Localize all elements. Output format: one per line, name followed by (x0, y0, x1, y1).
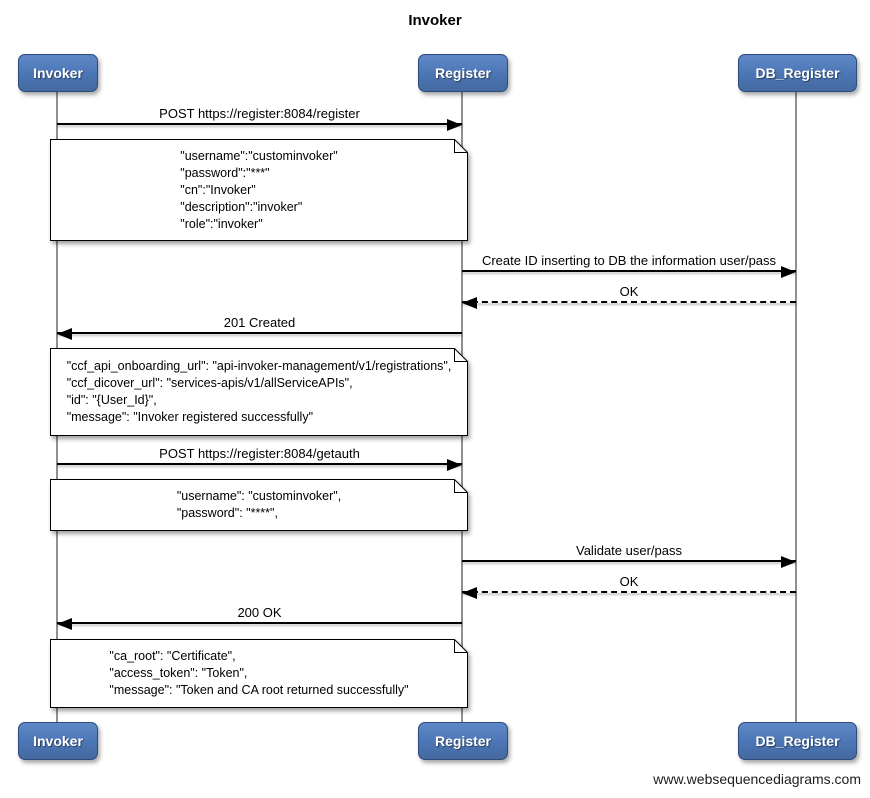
message-line (57, 332, 462, 334)
message-label: OK (619, 574, 639, 589)
arrowhead-right-icon (447, 119, 462, 131)
note-getauth-response-body (50, 639, 468, 708)
note-line: "password": "****", (176, 506, 278, 520)
note-line: "role":"invoker" (180, 216, 263, 231)
actor-box-register-bottom (418, 722, 508, 760)
actor-box-db-register-top (738, 54, 857, 92)
arrowhead-right-icon (447, 459, 462, 471)
note-line: "ccf_dicover_url": "services-apis/v1/allServiceAPIs", (66, 376, 353, 390)
actor-box-register-top (418, 54, 508, 92)
note-line: "id": "{User_Id}", (66, 393, 157, 407)
message-line-dashed (462, 591, 796, 593)
message-label: Validate user/pass (576, 543, 682, 558)
note-line: "ccf_api_onboarding_url": "api-invoker-management/v1/registrations", (66, 359, 452, 373)
actor-label: DB_Register (755, 733, 840, 749)
note-line: "access_token": "Token", (109, 666, 248, 680)
note-register-response-body (50, 348, 468, 436)
arrowhead-right-icon (781, 556, 796, 568)
note-line: "ca_root": "Certificate", (109, 649, 236, 663)
note-line: "username": "custominvoker", (176, 489, 342, 503)
message-line (57, 123, 462, 125)
message-label: OK (619, 284, 639, 299)
message-create-id (462, 250, 796, 272)
actor-label: Register (434, 733, 492, 749)
arrowhead-left-icon (57, 328, 72, 340)
message-label: POST https://register:8084/register (159, 106, 360, 121)
message-db-ok-2 (462, 571, 796, 593)
message-201-created (57, 312, 462, 334)
message-label: 200 OK (237, 605, 282, 620)
lifeline-db-register (795, 92, 797, 724)
actor-label: Invoker (33, 733, 83, 749)
note-line: "password":"***" (180, 165, 270, 180)
watermark: www.websequencediagrams.com (653, 771, 861, 787)
message-validate-user-pass (462, 540, 796, 562)
actor-label: Register (434, 65, 492, 81)
message-200-ok (57, 602, 462, 624)
message-line (462, 270, 796, 272)
message-line-dashed (462, 301, 796, 303)
note-line: "cn":"Invoker" (180, 182, 256, 197)
message-label: 201 Created (223, 315, 296, 330)
message-post-getauth (57, 443, 462, 465)
message-db-ok-1 (462, 281, 796, 303)
note-line: "username":"custominvoker" (180, 148, 338, 163)
message-line (57, 463, 462, 465)
arrowhead-left-icon (462, 587, 477, 599)
actor-label: Invoker (33, 65, 83, 81)
note-getauth-request-body (50, 479, 468, 531)
message-line (462, 560, 796, 562)
arrowhead-left-icon (462, 297, 477, 309)
message-line (57, 622, 462, 624)
actor-box-invoker-bottom (18, 722, 98, 760)
note-line: "message": "Invoker registered successfully" (66, 410, 314, 424)
actor-box-invoker-top (18, 54, 98, 92)
diagram-title: Invoker (408, 12, 462, 29)
note-line: "description":"invoker" (180, 199, 303, 214)
note-register-request-body (50, 139, 468, 241)
actor-label: DB_Register (755, 65, 840, 81)
message-label: Create ID inserting to DB the information user/pass (481, 253, 777, 268)
arrowhead-left-icon (57, 618, 72, 630)
note-line: "message": "Token and CA root returned successfully" (109, 683, 409, 697)
arrowhead-right-icon (781, 266, 796, 278)
actor-box-db-register-bottom (738, 722, 857, 760)
message-post-register (57, 103, 462, 125)
message-label: POST https://register:8084/getauth (159, 446, 360, 461)
